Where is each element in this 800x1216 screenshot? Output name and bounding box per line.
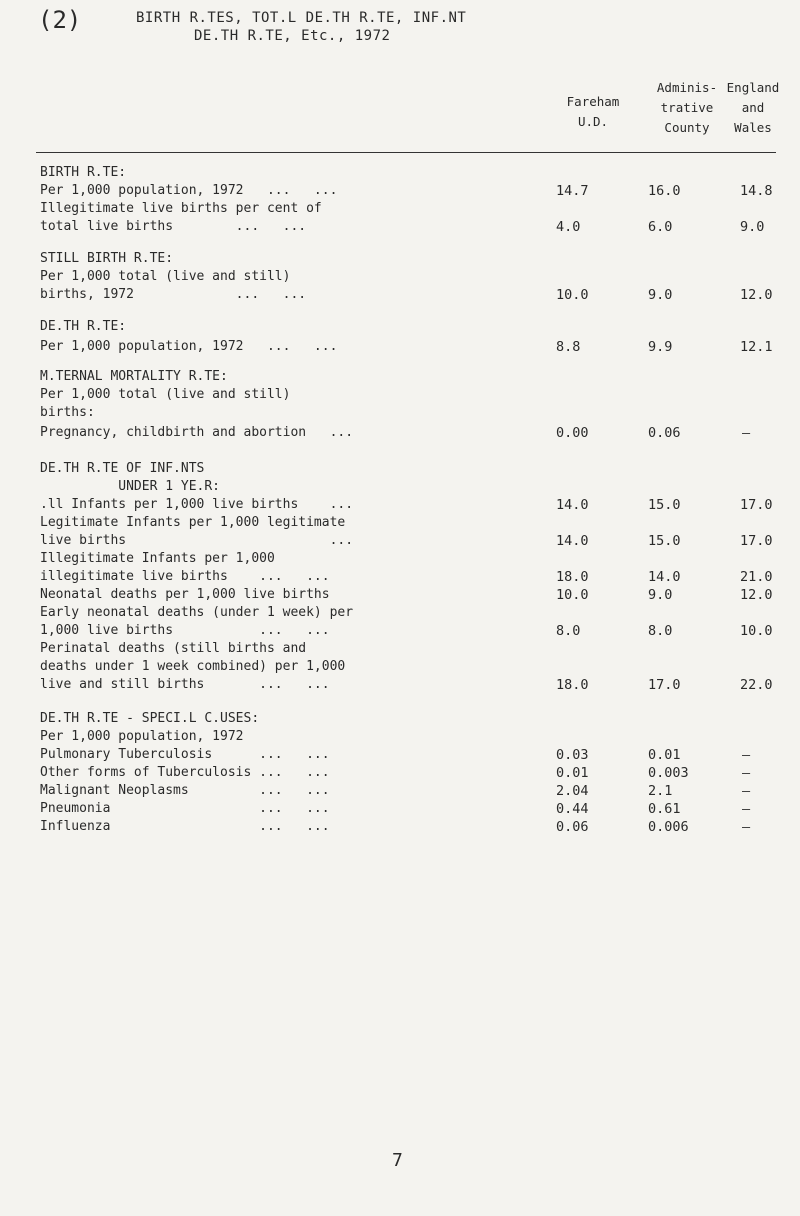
page-number: (2)	[38, 6, 82, 34]
row-label: DE.TH R.TE - SPECI.L C.USES:	[40, 711, 260, 726]
row-label: Legitimate Infants per 1,000 legitimate	[40, 515, 346, 530]
row-label: DE.TH R.TE:	[40, 319, 127, 334]
row-label: Per 1,000 population, 1972 ... ...	[40, 339, 338, 354]
column-header-county: Adminis- trative County	[656, 80, 718, 135]
row-value-v1: 4.0	[556, 219, 581, 235]
row-value-v2: 15.0	[648, 497, 681, 513]
row-value-v3: —	[742, 765, 751, 781]
column-header-fareham: Fareham U.D.	[566, 94, 620, 129]
row-label: Illegitimate Infants per 1,000	[40, 551, 275, 566]
row-label: Malignant Neoplasms ... ...	[40, 783, 330, 798]
row-label: deaths under 1 week combined) per 1,000	[40, 659, 346, 674]
row-label: Other forms of Tuberculosis ... ...	[40, 765, 330, 780]
row-value-v3: 12.0	[740, 587, 773, 603]
row-value-v2: 16.0	[648, 183, 681, 199]
footer-page-number: 7	[392, 1150, 403, 1171]
row-label: total live births ... ...	[40, 219, 307, 234]
row-value-v2: 0.006	[648, 819, 689, 835]
row-value-v1: 0.00	[556, 425, 589, 441]
row-label: 1,000 live births ... ...	[40, 623, 330, 638]
row-value-v2: 15.0	[648, 533, 681, 549]
row-label: DE.TH R.TE OF INF.NTS	[40, 461, 205, 476]
row-value-v1: 18.0	[556, 569, 589, 585]
row-value-v3: 9.0	[740, 219, 765, 235]
row-value-v3: —	[742, 801, 751, 817]
row-value-v1: 10.0	[556, 587, 589, 603]
row-label: M.TERNAL MORTALITY R.TE:	[40, 369, 228, 384]
title-line-2: DE.TH R.TE, Etc., 1972	[194, 28, 391, 44]
row-label: births, 1972 ... ...	[40, 287, 307, 302]
row-value-v1: 0.06	[556, 819, 589, 835]
row-value-v2: 9.9	[648, 339, 673, 355]
row-label: Per 1,000 population, 1972 ... ...	[40, 183, 338, 198]
row-label: Pregnancy, childbirth and abortion ...	[40, 425, 354, 440]
row-value-v1: 14.0	[556, 533, 589, 549]
row-value-v3: 10.0	[740, 623, 773, 639]
row-value-v2: 6.0	[648, 219, 673, 235]
row-label: Per 1,000 total (live and still)	[40, 269, 291, 284]
row-value-v2: 0.003	[648, 765, 689, 781]
row-value-v2: 9.0	[648, 287, 673, 303]
row-label: Illegitimate live births per cent of	[40, 201, 322, 216]
row-label: STILL BIRTH R.TE:	[40, 251, 174, 266]
row-value-v3: —	[742, 783, 751, 799]
row-value-v3: 17.0	[740, 497, 773, 513]
row-value-v3: 12.1	[740, 339, 773, 355]
row-label: Pneumonia ... ...	[40, 801, 330, 816]
row-value-v1: 10.0	[556, 287, 589, 303]
row-value-v1: 2.04	[556, 783, 589, 799]
row-value-v1: 0.01	[556, 765, 589, 781]
row-label: Per 1,000 total (live and still)	[40, 387, 291, 402]
row-value-v3: 22.0	[740, 677, 773, 693]
row-label: Early neonatal deaths (under 1 week) per	[40, 605, 354, 620]
row-label: BIRTH R.TE:	[40, 165, 127, 180]
row-label: Pulmonary Tuberculosis ... ...	[40, 747, 330, 762]
row-label: Influenza ... ...	[40, 819, 330, 834]
row-value-v2: 8.0	[648, 623, 673, 639]
row-value-v1: 0.44	[556, 801, 589, 817]
row-value-v2: 2.1	[648, 783, 673, 799]
row-label: births:	[40, 405, 95, 420]
row-value-v2: 14.0	[648, 569, 681, 585]
table-top-rule	[36, 152, 776, 153]
row-value-v2: 0.61	[648, 801, 681, 817]
row-label: live and still births ... ...	[40, 677, 330, 692]
row-label: Per 1,000 population, 1972	[40, 729, 244, 744]
row-value-v3: —	[742, 425, 751, 441]
row-value-v2: 9.0	[648, 587, 673, 603]
row-value-v2: 17.0	[648, 677, 681, 693]
row-label: illegitimate live births ... ...	[40, 569, 330, 584]
title-line-1: BIRTH R.TES, TOT.L DE.TH R.TE, INF.NT	[136, 10, 467, 26]
row-value-v1: 14.0	[556, 497, 589, 513]
row-label: .ll Infants per 1,000 live births ...	[40, 497, 354, 512]
row-value-v1: 8.8	[556, 339, 581, 355]
row-label: Perinatal deaths (still births and	[40, 641, 307, 656]
row-label: Neonatal deaths per 1,000 live births	[40, 587, 330, 602]
row-value-v3: —	[742, 747, 751, 763]
row-value-v1: 14.7	[556, 183, 589, 199]
row-value-v1: 8.0	[556, 623, 581, 639]
row-value-v3: 21.0	[740, 569, 773, 585]
row-value-v3: —	[742, 819, 751, 835]
row-value-v1: 0.03	[556, 747, 589, 763]
row-value-v2: 0.01	[648, 747, 681, 763]
row-label: UNDER 1 YE.R:	[40, 479, 221, 494]
row-value-v3: 14.8	[740, 183, 773, 199]
row-value-v2: 0.06	[648, 425, 681, 441]
row-label: live births ...	[40, 533, 354, 548]
row-value-v1: 18.0	[556, 677, 589, 693]
row-value-v3: 17.0	[740, 533, 773, 549]
column-header-england-wales: England and Wales	[726, 80, 780, 135]
row-value-v3: 12.0	[740, 287, 773, 303]
